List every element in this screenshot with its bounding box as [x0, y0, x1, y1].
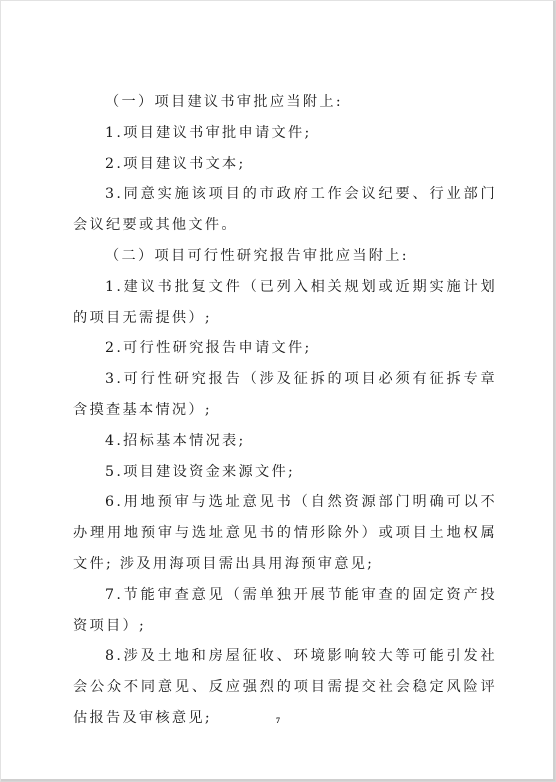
list-item: 2.可行性研究报告申请文件; — [105, 340, 312, 357]
list-item: 2.项目建议书文本; — [105, 155, 246, 172]
list-item: 4.招标基本情况表; — [105, 432, 246, 449]
section-heading-project-proposal: （一）项目建议书审批应当附上: — [105, 94, 343, 110]
list-item: 1.建议书批复文件（已列入相关规划或近期实施计划的项目无需提供）; — [73, 278, 497, 326]
list-item: 7.节能审查意见（需单独开展节能审查的固定资产投资项目）; — [73, 586, 497, 634]
list-item: 8.涉及土地和房屋征收、环境影响较大等可能引发社会公众不同意见、反应强烈的项目需提交社会稳定风险评估报告及审核意见; — [73, 648, 497, 726]
list-item: 3.同意实施该项目的市政府工作会议纪要、行业部门会议纪要或其他文件。 — [73, 186, 497, 234]
list-item: 3.可行性研究报告（涉及征拆的项目必须有征拆专章含摸查基本情况）; — [73, 371, 497, 418]
document-body — [73, 87, 497, 734]
list-item: 1.项目建议书审批申请文件; — [105, 124, 312, 141]
list-item: 6.用地预审与选址意见书（自然资源部门明确可以不办理用地预审与选址意见书的情形除外）或项目土地权属文件; 涉及用海项目需出具用海预审意见; — [73, 494, 497, 572]
section-heading-feasibility-study: （二）项目可行性研究报告审批应当附上: — [105, 247, 409, 264]
list-item: 5.项目建设资金来源文件; — [105, 463, 296, 480]
page-number: 7 — [276, 716, 280, 725]
